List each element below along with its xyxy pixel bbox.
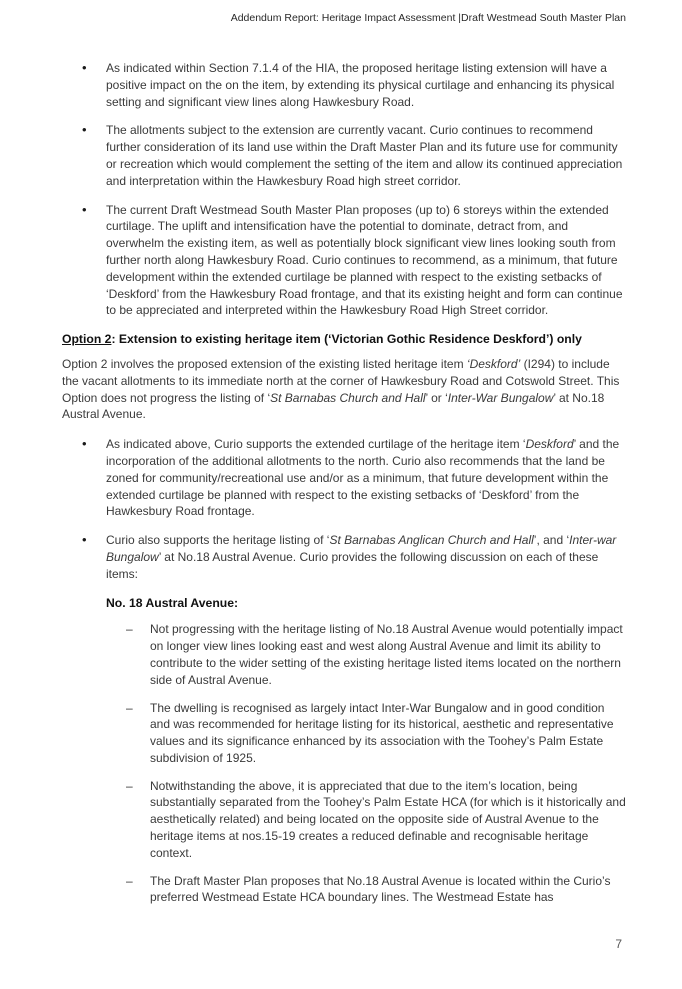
- running-header: Addendum Report: Heritage Impact Assessment |Draft Westmead South Master Plan: [230, 12, 626, 24]
- bullet-list-option-2: [62, 436, 626, 582]
- text-run: ’ or ‘: [425, 390, 448, 405]
- bullet-item: • The current Draft Westmead South Master Plan proposes (up to) 6 storeys within the extended curtilage. The uplift and intensification have the potential to dominate, detract from, and overwhelm the existing item, as well as potentially block significant view lines looking south from further north along Hawkesbury Road. Curio continues to recommend, as a minimum, that future development within the extended curtilage be planned with respect to the existing setbacks of ‘Deskford’ from the Hawkesbury Road frontage, and that its existing height and form can continue to be appreciated and interpreted within the Hawkesbury Road High Street corridor.: [62, 202, 626, 320]
- dash-item: – Not progressing with the heritage listing of No.18 Austral Avenue would potentially impact on longer view lines looking east and west along Austral Avenue and limit its ability to contribute to the wider setting of the existing heritage listed items located on the northern side of Austral Avenue.: [106, 621, 626, 688]
- italic-run: St Barnabas Church and Hall: [270, 390, 426, 405]
- italic-run: Deskford: [525, 437, 574, 452]
- bullet-item: [62, 532, 626, 582]
- dash-item: – Notwithstanding the above, it is appreciated that due to the item’s location, being substantially separated from the Toohey’s Palm Estate HCA (for which is it historically and aesthetically related) and being located on the opposite side of Austral Avenue to the heritage items at nos.15-19 creates a reduced definable and recognisable heritage context.: [106, 778, 626, 862]
- text-run: (I294) to include the vacant allotments to its immediate north at the corner of Hawkesbury Road and Cotswold Street. This Option does not progress the listing of ‘: [62, 356, 620, 405]
- dash-list: [106, 621, 626, 906]
- text-run: ’ at No.18 Austral Avenue. Curio provides the following discussion on each of these items:: [106, 549, 599, 581]
- bullet-item: • As indicated within Section 7.1.4 of the HIA, the proposed heritage listing extension will have a positive impact on the on the item, by extending its physical curtilage and enhancing its physical setting and significant view lines along Hawkesbury Road.: [62, 60, 626, 110]
- dash-item: – The Draft Master Plan proposes that No.18 Austral Avenue is located within the Curio’s preferred Westmead Estate HCA boundary lines. The Westmead Estate has: [106, 873, 626, 907]
- bullet-item: [62, 436, 626, 520]
- option-2-title: : Extension to existing heritage item (‘Victorian Gothic Residence Deskford’) only: [111, 332, 582, 347]
- page-body: [62, 60, 626, 917]
- austral-avenue-heading: No. 18 Austral Avenue:: [106, 595, 239, 610]
- italic-run: Inter-War Bungalow: [447, 390, 554, 405]
- text-run: ’ at No.18 Austral Avenue.: [62, 390, 605, 422]
- bullet-list-top: [62, 60, 626, 319]
- text-run: As indicated above, Curio supports the extended curtilage of the heritage item ‘: [106, 437, 526, 452]
- italic-run: St Barnabas Anglican Church and Hall: [329, 533, 534, 548]
- text-run: Option 2 involves the proposed extension of the existing listed heritage item: [62, 356, 467, 371]
- text-run: Curio also supports the heritage listing of ‘: [106, 533, 330, 548]
- page-number: 7: [615, 937, 622, 951]
- option-2-paragraph: [62, 356, 626, 423]
- option-2-heading: [62, 331, 626, 348]
- bullet-item: • The allotments subject to the extension are currently vacant. Curio continues to recommend further consideration of its land use within the Draft Master Plan and its future use for community or recreation which would complement the setting of the item and allow its continued appreciation and interpretation within the Hawkesbury Road high street corridor.: [62, 122, 626, 189]
- text-run: ’, and ‘: [533, 533, 570, 548]
- option-2-label: Option 2: [62, 332, 112, 347]
- dash-item: – The dwelling is recognised as largely intact Inter-War Bungalow and in good condition and was recommended for heritage listing for its historical, aesthetic and representative values and its significance enhanced by its association with the Toohey’s Palm Estate subdivision of 1925.: [106, 700, 626, 767]
- italic-run: Inter-war Bungalow: [106, 533, 617, 564]
- text-run: ’ and the incorporation of the additional allotments to the north. Curio also recommends that the land be zoned for community/recreational use and/or as a minimum, that future development within the extended curtilage be planned with respect to the existing setbacks of ‘Deskford’ from the Hawkesbury Road frontage.: [106, 437, 620, 519]
- italic-run: ‘Deskford’: [466, 356, 521, 371]
